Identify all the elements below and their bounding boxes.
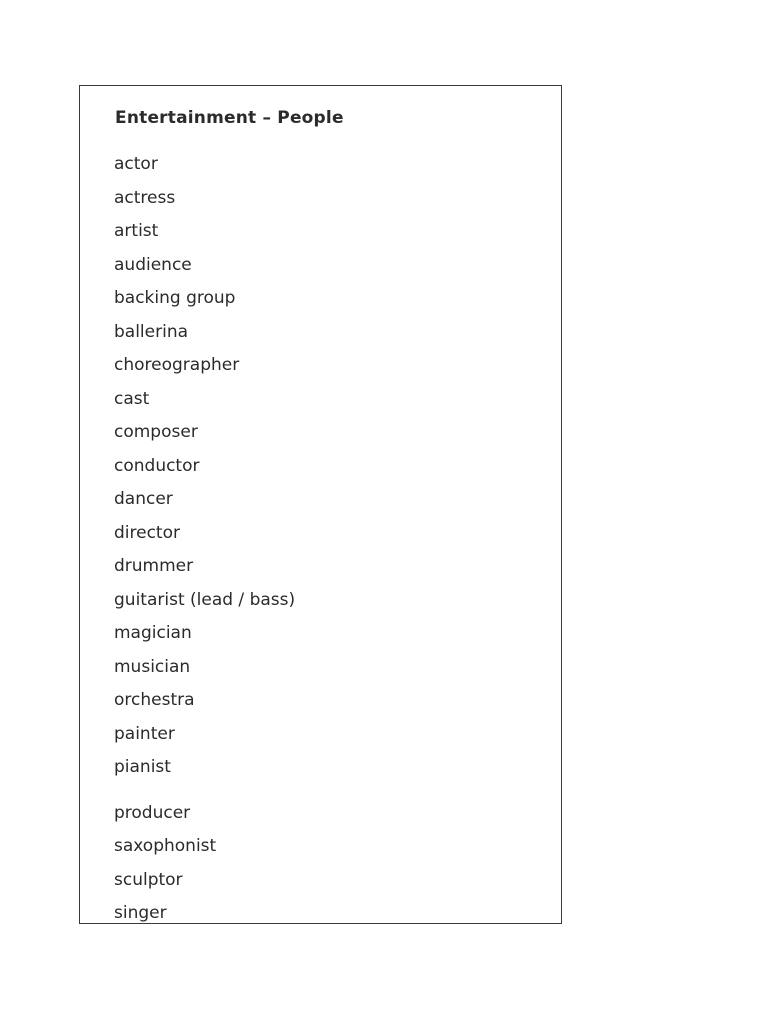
list-item: choreographer bbox=[114, 355, 240, 375]
list-item: artist bbox=[114, 221, 159, 241]
list-item: audience bbox=[114, 254, 192, 275]
list-item: sculptor bbox=[114, 869, 183, 890]
list-item: ballerina bbox=[114, 321, 189, 342]
list-item: guitarist (lead / bass) bbox=[114, 589, 296, 610]
word-list bbox=[114, 148, 295, 931]
list-item: drummer bbox=[114, 556, 194, 576]
list-item: pianist bbox=[114, 757, 171, 777]
list-item: producer bbox=[114, 802, 191, 823]
list-item: saxophonist bbox=[114, 836, 217, 856]
list-item: backing group bbox=[114, 288, 236, 308]
list-item: cast bbox=[114, 388, 150, 409]
list-item: actress bbox=[114, 187, 176, 208]
list-item: painter bbox=[114, 723, 175, 744]
list-item: orchestra bbox=[114, 690, 195, 710]
box-title: Entertainment – People bbox=[115, 108, 344, 128]
list-item: singer bbox=[114, 903, 167, 923]
list-item: magician bbox=[114, 623, 192, 643]
list-item: actor bbox=[114, 154, 158, 174]
vocabulary-box bbox=[79, 85, 562, 924]
list-item: conductor bbox=[114, 455, 200, 476]
list-item: director bbox=[114, 522, 180, 543]
list-item: dancer bbox=[114, 489, 173, 509]
list-item: composer bbox=[114, 422, 198, 442]
list-item: musician bbox=[114, 656, 191, 677]
